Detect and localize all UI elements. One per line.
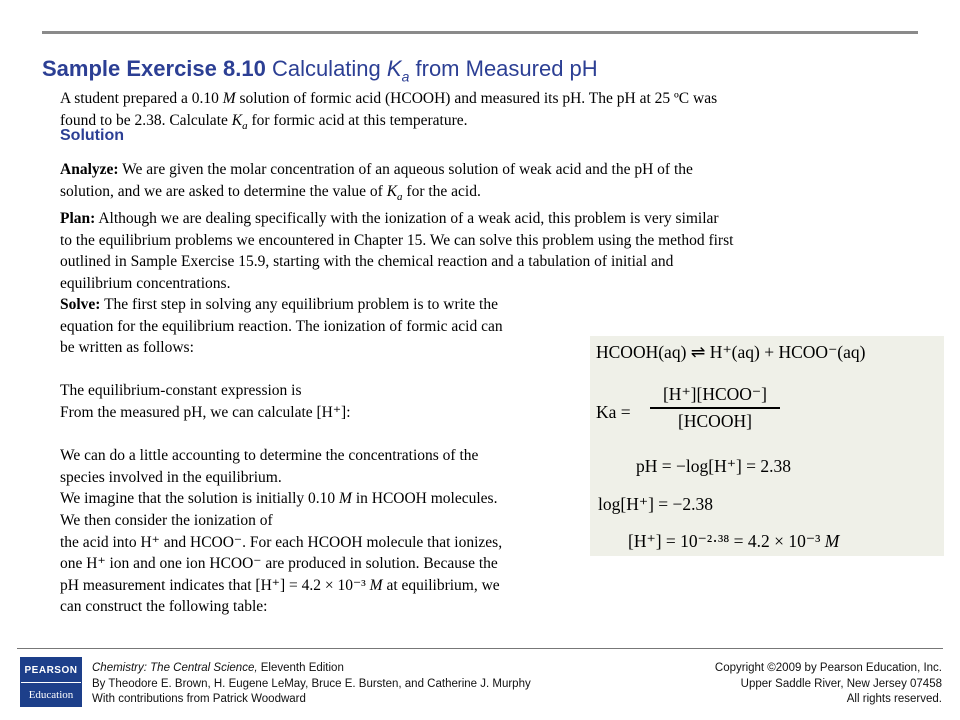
footer-book-info: Chemistry: The Central Science, Eleventh Edition By Theodore E. Brown, H. Eugene LeMay, Bruce E. Bursten, and Catherine J. Murphy With contributions from Patrick Woodward — [92, 662, 531, 705]
page-title: Sample Exercise 8.10 Calculating $K_a$ from Measured pH — [42, 56, 598, 85]
log-equation: log[H⁺] = −2.38 — [598, 494, 714, 514]
solve-section: Solve: The first step in solving any equilibrium problem is to write the equation for the equilibrium reaction. The ionization of formic acid can be written as follows: The equilibrium-constant expression is From the measured pH, we can calculate [H⁺]: We can do a little accounting to determine the concentrations of the species involved in the equilibrium. We imagine that the solution is initially 0.10 M in HCOOH molecules. We then consider the ionization of the acid into H⁺ and HCOO⁻. For each HCOOH molecule that ionizes, one H⁺ ion and one ion HCOO⁻ are produced in solution. Because the pH measurement indicates that [H⁺] = 4.2 × 10⁻³ M at equilibrium, we can construct the following table: — [60, 296, 503, 616]
analyze-plan-section: Analyze: We are given the molar concentration of an aqueous solution of weak acid and the pH of the solution, and we are asked to determine the value of $K_a$ for the acid. Plan: Although we are dealing specifically with the ionization of a weak acid, this problem is very similar to the equilibrium problems we encountered in Chapter 15. We can solve this problem using the method first outlined in Sample Exercise 15.9, starting with the chemical reaction and a tabulation of initial and equilibrium concentrations. — [60, 161, 734, 293]
equations-panel — [590, 336, 944, 556]
footer-copyright: Copyright ©2009 by Pearson Education, Inc. Upper Saddle River, New Jersey 07458 All rights reserved. — [714, 662, 942, 705]
ka-denominator: [HCOOH] — [678, 410, 752, 431]
ph-equation: pH = −log[H⁺] = 2.38 — [636, 456, 792, 476]
solution-heading: Solution — [60, 127, 124, 144]
footer-divider — [17, 648, 943, 649]
top-divider — [42, 31, 918, 34]
ka-label: Ka = — [596, 402, 631, 422]
ka-fraction — [650, 384, 780, 432]
reaction-equation: HCOOH(aq) ⇌ H⁺(aq) + HCOO⁻(aq) — [596, 342, 866, 362]
ka-numerator: [H⁺][HCOO⁻] — [662, 384, 767, 404]
pearson-logo: PEARSON Education — [20, 657, 82, 707]
h-concentration-equation: [H⁺] = 10⁻²·³⁸ = 4.2 × 10⁻³ M — [628, 531, 840, 551]
problem-statement: A student prepared a 0.10 M solution of formic acid (HCOOH) and measured its pH. The pH at 25 ºC was found to be 2.38. Calculate $K_a$ for formic acid at this temperature. — [60, 90, 718, 132]
